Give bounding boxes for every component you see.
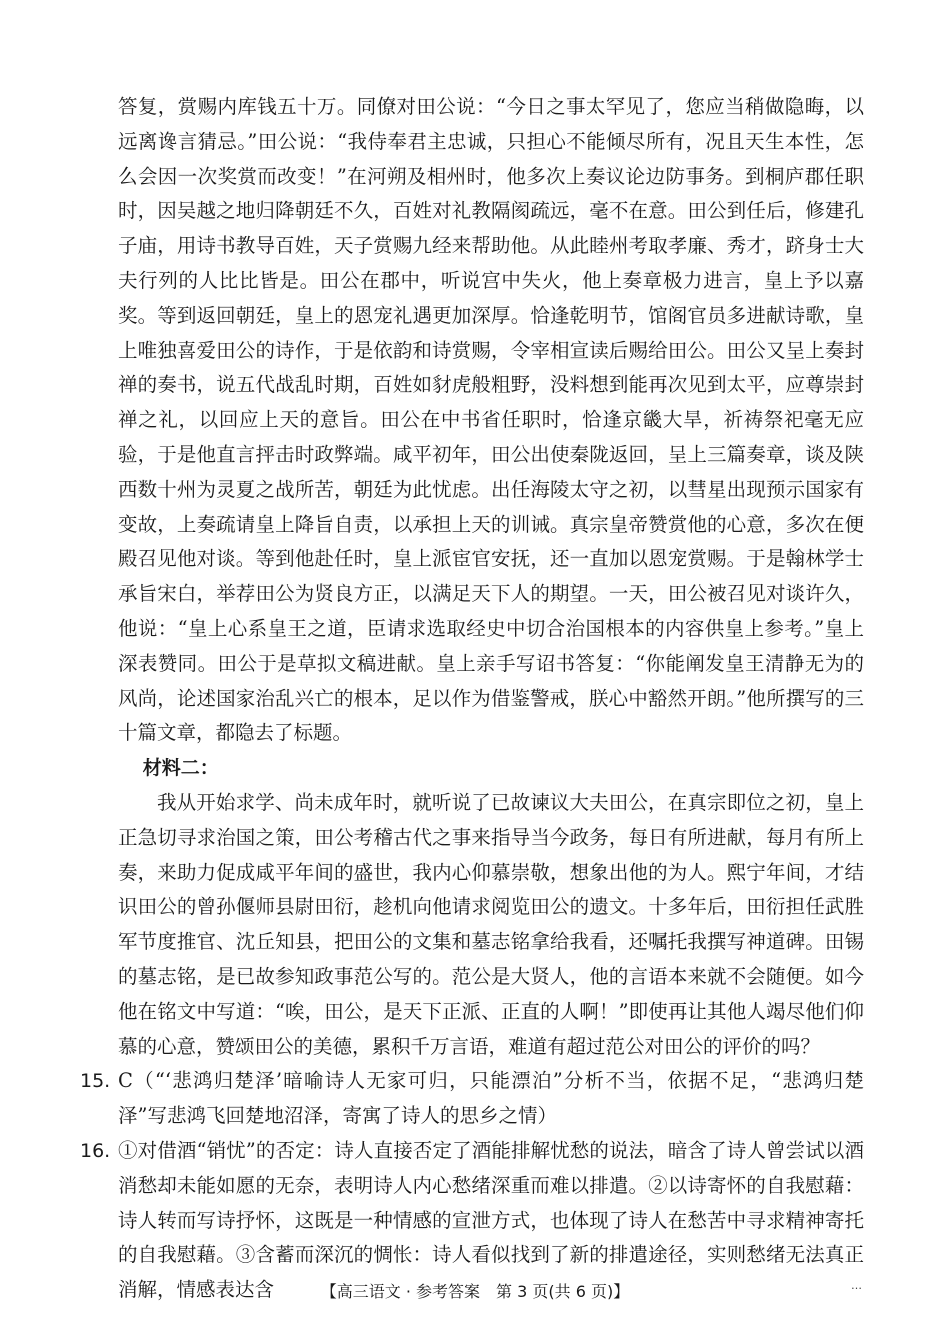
answer-15-number: 15. (80, 1070, 111, 1093)
material-one-continued-paragraph: 答复，赏赐内库钱五十万。同僚对田公说：“今日之事太罕见了，您应当稍做隐晦，以远离谗言猜忌。”田公说：“我侍奉君主忠诚，只担心不能倾尽所有，况且天生本性，怎么会因一次奖赏而改变！”在河朔及相州时，他多次上奏议论边防事务。到桐庐郡任职时，因吴越之地归降朝廷不久，百姓对礼教隔阂疏远，毫不在意。田公到任后，修建孔子庙，用诗书教导百姓，天子赏赐九经来帮助他。从此睦州考取孝廉、秀才，跻身士大夫行列的人比比皆是。田公在郡中，听说宫中失火，他上奏章极力进言，皇上予以嘉奖。等到返回朝廷，皇上的恩宠礼遇更加深厚。恰逢乾明节，馆阁官员多进献诗歌，皇上唯独喜爱田公的诗作，于是依韵和诗赏赐，令宰相宣读后赐给田公。田公又呈上奏封禅的奏书，说五代战乱时期，百姓如豺虎般粗野，没料想到能再次见到太平，应尊崇封禅之礼，以回应上天的意旨。田公在中书省任职时，恰逢京畿大旱，祈祷祭祀毫无应验，于是他直言抨击时政弊端。咸平初年，田公出使秦陇返回，呈上三篇奏章，谈及陕西数十州为灵夏之战所苦，朝廷为此忧虑。出任海陵太守之初，以彗星出现预示国家有变故，上奏疏请皇上降旨自责，以承担上天的训诫。真宗皇帝赞赏他的心意，多次在便殿召见他对谈。等到他赴任时，皇上派宦官安抚，还一直加以恩宠赏赐。于是翰林学士承旨宋白，举荐田公为贤良方正，以满足天下人的期望。一天，田公被召见对谈许久，他说：“皇上心系皇王之道，臣请求选取经史中切合治国根本的内容供皇上参考。”皇上深表赞同。田公于是草拟文稿进献。皇上亲手写诏书答复：“你能阐发皇王清静无为的风尚，论述国家治乱兴亡的根本，足以作为借鉴警戒，朕心中豁然开朗。”他所撰写的三十篇文章，都隐去了标题。 (118, 95, 864, 745)
material-two-heading: 材料二： (142, 757, 219, 780)
page-footer: 【高三语文 · 参考答案 第 3 页(共 6 页)】 (320, 1282, 630, 1301)
material-two-paragraph: 我从开始求学、尚未成年时，就听说了已故谏议大夫田公，在真宗即位之初，皇上正急切寻求治国之策，田公考稽古代之事来指导当今政务，每日有所进献，每月有所上奏，来助力促成咸平年间的盛世，我内心仰慕崇敬，想象出他的为人。熙宁年间，才结识田公的曾孙偃师县尉田衍，趁机向他请求阅览田公的遗文。十多年后，田衍担任武胜军节度推官、沈丘知县，把田公的文集和墓志铭拿给我看，还嘱托我撰写神道碑。田锡的墓志铭，是已故参知政事范公写的。范公是大贤人，他的言语本来就不会随便。如今他在铭文中写道：“唉，田公，是天下正派、正直的人啊！”即使再让其他人竭尽他们仰慕的心意，赞颂田公的美德，累积千万言语，难道有超过范公对田公的评价的吗？ (118, 790, 864, 1058)
answer-16-text: ①对借酒“销忧”的否定：诗人直接否定了酒能排解忧愁的说法，暗含了诗人曾尝试以酒消愁却未能如愿的无奈，表明诗人内心愁绪深重而难以排遣。②以诗寄怀的自我慰藉：诗人转而写诗抒怀，这既是一种情感的宣泄方式，也体现了诗人在愁苦中寻求精神寄托的自我慰藉。③含蓄而深沉的惆怅：诗人看似找到了新的排遣途径，实则愁绪无法真正消解，情感表达含 (118, 1138, 864, 1302)
answer-15 (80, 1064, 864, 1134)
page-content (80, 90, 864, 1308)
answer-15-text: C（“‘悲鸿归楚泽’暗喻诗人无家可归，只能漂泊”分析不当，依据不足，“悲鸿归楚泽”写悲鸿飞回楚地沼泽，寄寓了诗人的思乡之情） (118, 1069, 864, 1128)
corner-mark: … (851, 1279, 862, 1292)
answer-16-number: 16. (80, 1139, 111, 1162)
